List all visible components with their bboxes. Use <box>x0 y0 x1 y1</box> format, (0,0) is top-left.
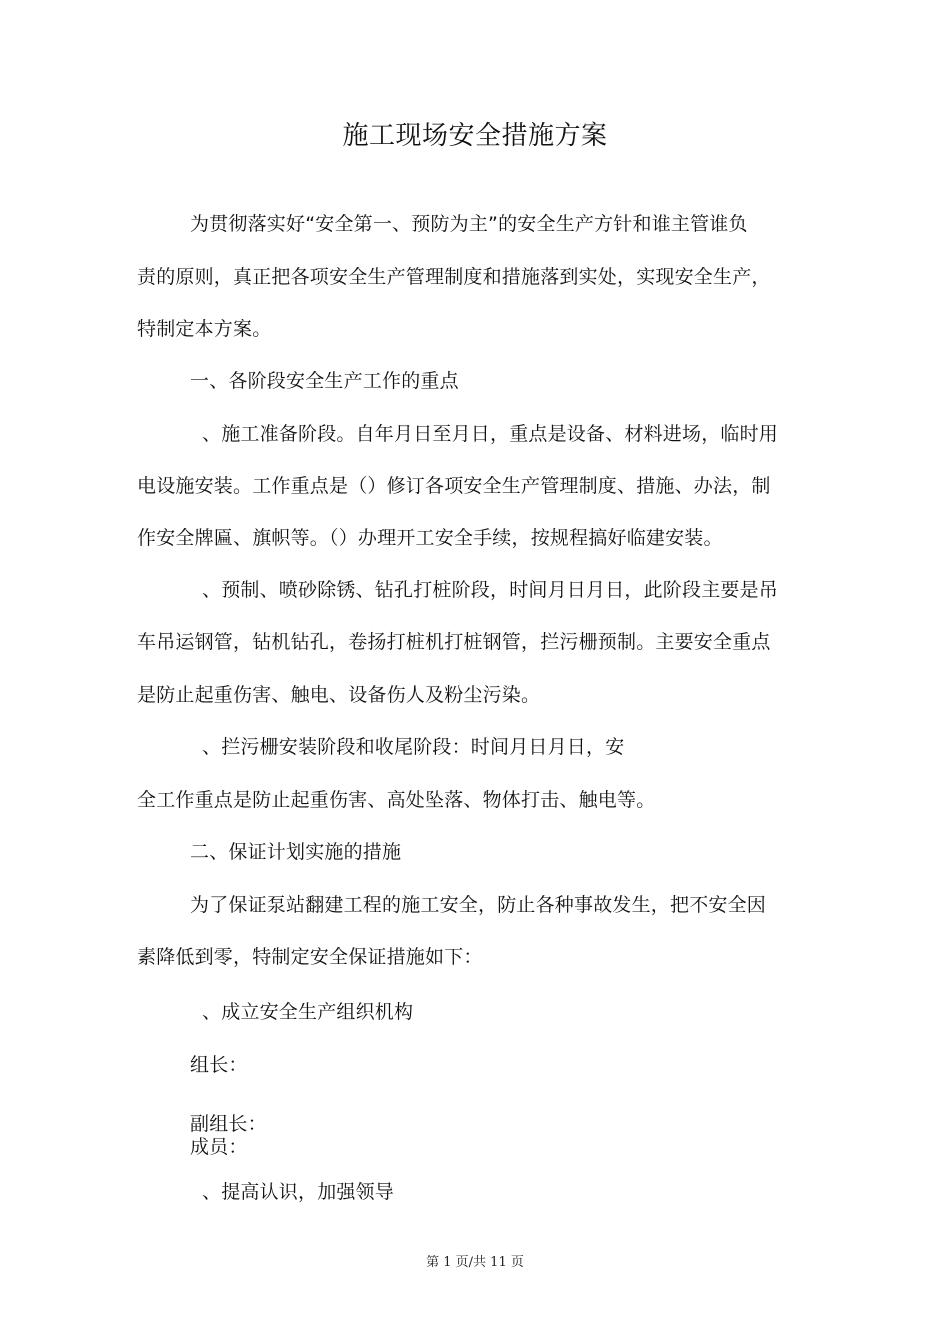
section-heading-1: 一、各阶段安全生产工作的重点 <box>190 370 459 392</box>
page-number: 第 1 页/共 11 页 <box>426 1255 524 1270</box>
measure-item-2: 、提高认识，加强领导 <box>202 1181 395 1203</box>
section-heading-2: 二、保证计划实施的措施 <box>190 841 402 863</box>
org-leader: 组长： <box>190 1054 248 1076</box>
measure-item-1: 、成立安全生产组织机构 <box>202 1001 414 1023</box>
stage-2-line-2: 车吊运钢管，钻机钻孔，卷扬打桩机打桩钢管，拦污栅预制。主要安全重点 <box>137 631 771 653</box>
measures-line-1: 为了保证泵站翻建工程的施工安全，防止各种事故发生，把不安全因 <box>190 894 767 916</box>
intro-line-1: 为贯彻落实好“安全第一、预防为主”的安全生产方针和谁主管谁负 <box>190 213 748 235</box>
org-members: 成员： <box>190 1136 248 1158</box>
stage-1-line-1: 、施工准备阶段。自年月日至月日，重点是设备、材料进场，临时用 <box>202 423 779 445</box>
document-title: 施工现场安全措施方案 <box>342 121 608 151</box>
intro-line-3: 特制定本方案。 <box>137 318 272 340</box>
stage-1-line-3: 作安全牌匾、旗帜等。（）办理开工安全手续，按规程搞好临建安装。 <box>137 527 723 549</box>
org-deputy-leader: 副组长： <box>190 1113 267 1135</box>
stage-1-line-2: 电设施安装。工作重点是（）修订各项安全生产管理制度、措施、办法，制 <box>137 475 771 497</box>
stage-2-line-3: 是防止起重伤害、触电、设备伤人及粉尘污染。 <box>137 684 541 706</box>
measures-line-2: 素降低到零，特制定安全保证措施如下： <box>137 946 483 968</box>
stage-2-line-1: 、预制、喷砂除锈、钻孔打桩阶段，时间月日月日，此阶段主要是吊 <box>202 579 779 601</box>
stage-3-line-2: 全工作重点是防止起重伤害、高处坠落、物体打击、触电等。 <box>137 789 656 811</box>
stage-3-line-1: 、拦污栅安装阶段和收尾阶段：时间月日月日，安 <box>202 736 625 758</box>
intro-line-2: 责的原则，真正把各项安全生产管理制度和措施落到实处，实现安全生产， <box>137 266 771 288</box>
